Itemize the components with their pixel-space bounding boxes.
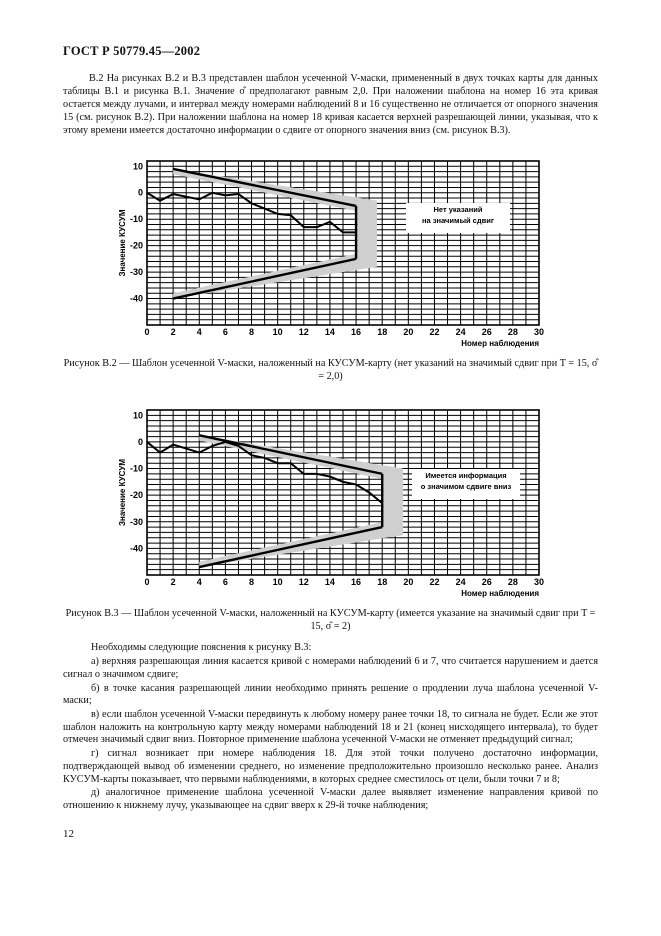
x-tick-label: 16	[351, 327, 362, 337]
x-tick-label: 22	[429, 577, 440, 587]
x-tick-label: 22	[429, 327, 440, 337]
x-tick-label: 16	[351, 577, 362, 587]
x-tick-label: 26	[481, 327, 492, 337]
page-number: 12	[63, 828, 74, 840]
document-header: ГОСТ Р 50779.45—2002	[63, 44, 201, 58]
x-axis-label: Номер наблюдения	[461, 339, 539, 348]
list-intro: Необходимы следующие пояснения к рисунку В.3:	[91, 642, 312, 653]
annotation-text: о значимом сдвиге вниз	[420, 482, 512, 491]
x-tick-label: 30	[533, 577, 545, 587]
x-tick-label: 10	[272, 327, 283, 337]
annotation-text: на значимый сдвиг	[422, 216, 494, 225]
x-tick-label: 20	[403, 577, 414, 587]
y-tick-label: 10	[132, 161, 143, 172]
y-axis-label: Значение КУСУМ	[118, 209, 127, 277]
y-tick-label: -30	[129, 516, 143, 527]
x-tick-label: 20	[403, 327, 414, 337]
y-tick-label: -10	[129, 463, 143, 474]
y-tick-label: 0	[137, 436, 143, 447]
x-tick-label: 6	[222, 327, 228, 337]
x-tick-label: 12	[298, 577, 309, 587]
x-tick-label: 2	[170, 327, 176, 337]
x-tick-label: 10	[272, 577, 283, 587]
list-item: в) если шаблон усеченной V-маски передвинуть к любому номеру ранее точки 18, то сигнала не будет. Если же этот шаблон наложить на контрольную карту между номерами наблюдений 18 и 21 (конец нисходящего интервала), то будет отмечен значимый сдвиг вниз. Повторное применение шаблона усеченной V-маски не отменяет предыдущий сигнал;	[63, 709, 598, 746]
x-axis-label: Номер наблюдения	[461, 589, 539, 598]
x-tick-label: 14	[324, 577, 335, 587]
chart-2	[118, 410, 544, 598]
x-tick-label: 24	[455, 577, 466, 587]
list-item: д) аналогичное применение шаблона усеченной V-маски далее выявляет изменение направления кривой по отношению к нижнему лучу, указывающее на сдвиг вверх к 29-й точке наблюдения;	[63, 787, 598, 812]
list-item: а) верхняя разрешающая линия касается кривой с номерами наблюдений 6 и 7, что считается нарушением и дается сигнал о значимом сдвиге;	[63, 655, 598, 680]
y-tick-label: -40	[129, 543, 143, 554]
x-tick-label: 28	[507, 577, 518, 587]
x-tick-label: 4	[196, 327, 202, 337]
x-tick-label: 30	[533, 327, 545, 337]
x-tick-label: 6	[222, 577, 228, 587]
y-tick-label: -40	[129, 293, 143, 304]
vmask-band	[199, 435, 403, 567]
annotation-text: Имеется информация	[425, 471, 507, 480]
x-tick-label: 26	[481, 577, 492, 587]
y-tick-label: 10	[132, 410, 143, 421]
x-tick-label: 18	[377, 327, 388, 337]
chart-1	[118, 161, 544, 348]
explanations-list	[63, 642, 598, 814]
y-tick-label: -30	[129, 267, 143, 278]
x-tick-label: 18	[377, 577, 388, 587]
annotation-text: Нет указаний	[433, 205, 483, 214]
x-tick-label: 0	[144, 577, 150, 587]
x-tick-label: 8	[249, 577, 255, 587]
list-item: б) в точке касания разрешающей линии необходимо принять решение о продлении луча шаблона усеченной V-маски;	[63, 682, 598, 707]
y-tick-label: -10	[129, 214, 143, 225]
x-tick-label: 4	[196, 577, 202, 587]
x-tick-label: 8	[249, 327, 255, 337]
y-tick-label: 0	[137, 187, 143, 198]
x-tick-label: 28	[507, 327, 518, 337]
x-tick-label: 2	[170, 577, 176, 587]
x-tick-label: 12	[298, 327, 309, 337]
y-tick-label: -20	[129, 490, 143, 501]
x-tick-label: 0	[144, 327, 150, 337]
y-axis-label: Значение КУСУМ	[118, 459, 127, 526]
intro-text: В.2 На рисунках В.2 и В.3 представлен шаблон усеченной V-маски, примененный в двух точках карты для данных таблицы В.1 и рисунка В.1. Значение σ̂ предполагают равным 2,0. При наложении шаблона на номер 16 эта кривая остается между лучами, и интервал между номерами наблюдений 8 и 16 существенно не отличается от опорного значения 15 (см. рисунок В.2). При наложении шаблона на номер 18 кривая касается верхней разрешающей линии, указывая, что к этому времени имеется достаточно информации о сдвиге от опорного значения вниз (см. рисунок В.3).	[63, 73, 598, 137]
x-tick-label: 24	[455, 327, 466, 337]
y-tick-label: -20	[129, 240, 143, 251]
list-item: г) сигнал возникает при номере наблюдения 18. Для этой точки получено достаточно информации, подтверждающей вывод об изменении среднего, но изменение предположительно произошло несколько ранее. Анализ КУСУМ-карты показывает, что первыми наблюдениями, в которых среднее сместилось от цели, были точки 7 и 8;	[63, 748, 598, 785]
figure-b2-caption: Рисунок В.2 — Шаблон усеченной V-маски, наложенный на КУСУМ-карту (нет указаний на значимый сдвиг при T = 15, σ̂ = 2,0)	[63, 358, 598, 382]
x-tick-label: 14	[324, 327, 335, 337]
figure-b3-caption: Рисунок В.3 — Шаблон усеченной V-маски, наложенный на КУСУМ-карту (имеется указание на значимый сдвиг при T = 15, σ̂ = 2)	[65, 608, 596, 632]
